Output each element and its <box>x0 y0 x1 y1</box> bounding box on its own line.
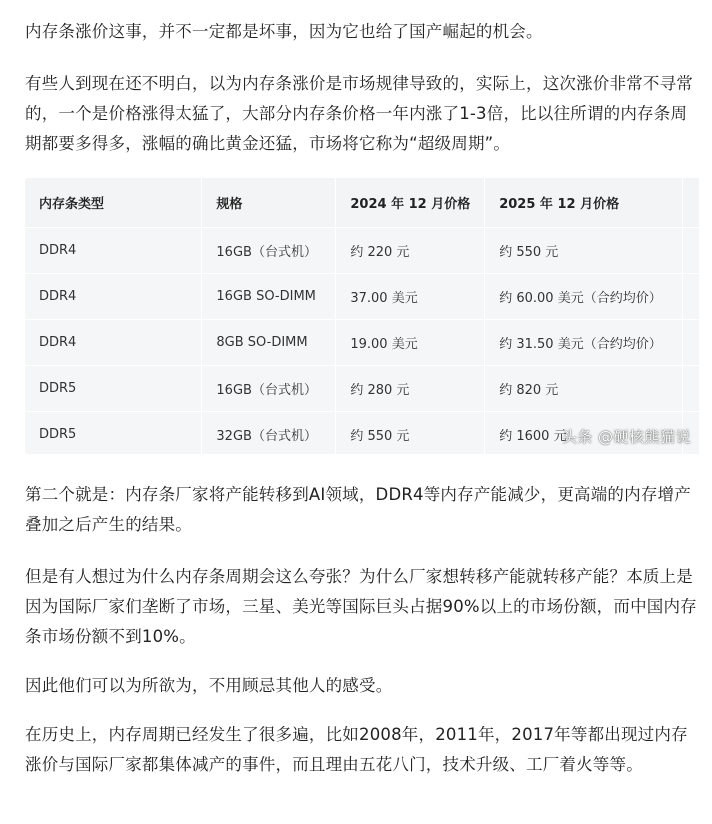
cell-price-2025: 约 550 元 <box>485 228 683 274</box>
cell-price-2024: 37.00 美元 <box>336 274 485 320</box>
cell-type: DDR5 <box>25 412 202 455</box>
cell-spec: 32GB（台式机） <box>202 412 336 455</box>
cell-spec: 16GB（台式机） <box>202 366 336 412</box>
paragraph-capacity-shift: 第二个就是：内存条厂家将产能转移到AI领域，DDR4等内存产能减少，更高端的内存增产叠加之后产生的结果。 <box>25 485 691 534</box>
cell-spec: 8GB SO-DIMM <box>202 320 336 366</box>
cell-type: DDR4 <box>25 320 202 366</box>
cell-type: DDR5 <box>25 366 202 412</box>
cell-price-2024: 约 280 元 <box>336 366 485 412</box>
table-header-row <box>25 178 700 228</box>
paragraph-conclusion: 因此他们可以为所欲为，不用顾忌其他人的感受。 <box>25 676 393 695</box>
cell-spec: 16GB（台式机） <box>202 228 336 274</box>
header-spec: 规格 <box>202 178 336 228</box>
cell-extra <box>682 228 699 274</box>
table-row <box>25 366 700 412</box>
table-row <box>25 228 700 274</box>
cell-price-2025: 约 31.50 美元（合约均价） <box>485 320 683 366</box>
table-row <box>25 320 700 366</box>
paragraph-price-rise: 有些人到现在还不明白，以为内存条涨价是市场规律导致的，实际上，这次涨价非常不寻常的，一个是价格涨得太猛了，大部分内存条价格一年内涨了1-3倍，比以往所谓的内存条周期都要多得多，涨幅的确比黄金还猛，市场将它称为“超级周期”。 <box>25 74 693 153</box>
cell-price-2024: 约 220 元 <box>336 228 485 274</box>
paragraph-monopoly: 但是有人想过为什么内存条周期会这么夸张？为什么厂家想转移产能就转移产能？本质上是因为国际厂家们垄断了市场，三星、美光等国际巨头占据90%以上的市场份额，而中国内存条市场份额不到10%。 <box>25 567 697 646</box>
cell-price-2025: 约 1600 元 <box>485 412 683 455</box>
header-type: 内存条类型 <box>25 178 202 228</box>
watermark-label: 头条 @硬核熊猫说 <box>561 428 691 446</box>
cell-type: DDR4 <box>25 274 202 320</box>
paragraph-intro: 内存条涨价这事，并不一定都是坏事，因为它也给了国产崛起的机会。 <box>25 22 543 41</box>
memory-price-table <box>25 178 700 454</box>
header-price-2025: 2025 年 12 月价格 <box>485 178 683 228</box>
header-price-2024: 2024 年 12 月价格 <box>336 178 485 228</box>
cell-price-2024: 约 550 元 <box>336 412 485 455</box>
cell-price-2024: 19.00 美元 <box>336 320 485 366</box>
price-table-container <box>25 178 700 454</box>
cell-extra <box>682 274 699 320</box>
table-row <box>25 274 700 320</box>
header-extra <box>682 178 699 228</box>
cell-type: DDR4 <box>25 228 202 274</box>
cell-price-2025: 约 60.00 美元（合约均价） <box>485 274 683 320</box>
paragraph-history: 在历史上，内存周期已经发生了很多遍，比如2008年，2011年，2017年等都出现过内存涨价与国际厂家都集体减产的事件，而且理由五花八门，技术升级、工厂着火等等。 <box>25 725 688 774</box>
cell-price-2025: 约 820 元 <box>485 366 683 412</box>
cell-spec: 16GB SO-DIMM <box>202 274 336 320</box>
cell-extra <box>682 320 699 366</box>
cell-extra <box>682 366 699 412</box>
